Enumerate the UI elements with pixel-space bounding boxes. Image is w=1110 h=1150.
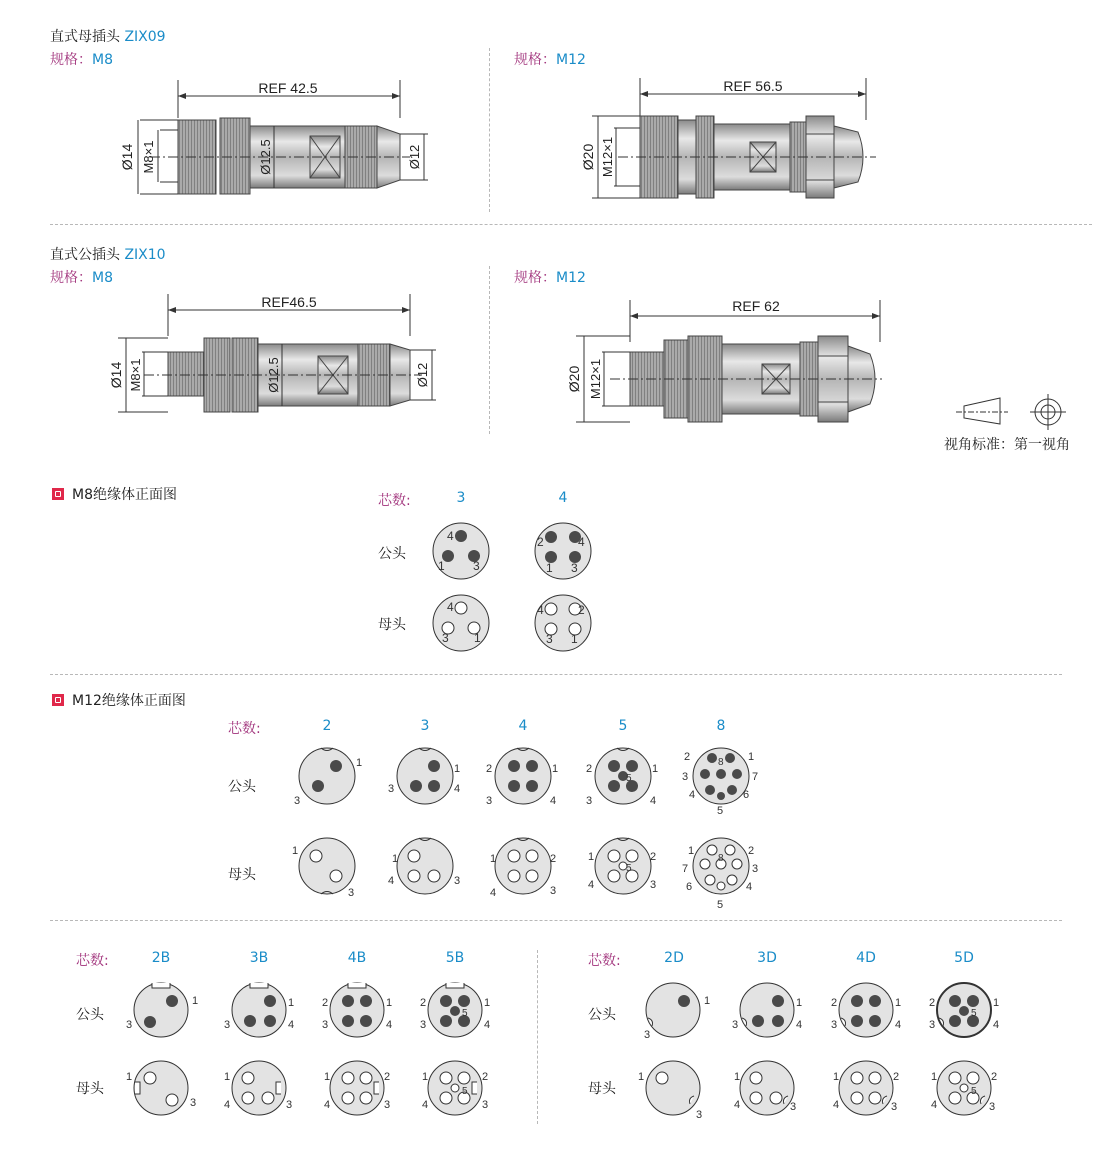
svg-text:2: 2 bbox=[650, 851, 657, 863]
svg-text:4: 4 bbox=[689, 789, 696, 801]
svg-text:1: 1 bbox=[474, 631, 481, 645]
projection-legend: 视角标准：第一视角 bbox=[944, 437, 1070, 453]
svg-text:3: 3 bbox=[696, 1109, 703, 1121]
svg-text:1: 1 bbox=[588, 851, 595, 863]
svg-text:3: 3 bbox=[294, 795, 301, 807]
svg-text:3: 3 bbox=[486, 795, 493, 807]
svg-text:1: 1 bbox=[571, 632, 578, 646]
svg-text:3: 3 bbox=[482, 1099, 489, 1111]
svg-text:3: 3 bbox=[348, 887, 355, 899]
svg-text:1: 1 bbox=[386, 997, 393, 1009]
svg-text:4: 4 bbox=[588, 879, 595, 891]
svg-text:1: 1 bbox=[748, 751, 755, 763]
bullet-square-icon bbox=[52, 694, 64, 706]
svg-text:4: 4 bbox=[447, 600, 454, 614]
svg-text:3: 3 bbox=[388, 783, 395, 795]
vertical-divider-1 bbox=[489, 48, 490, 212]
svg-text:2: 2 bbox=[550, 853, 557, 865]
male-connector-title: 直式公插头 ZIX10 bbox=[50, 247, 166, 263]
d-female-5pin-face bbox=[931, 1061, 997, 1115]
m8-male-label: 公头 bbox=[378, 546, 406, 562]
svg-text:1: 1 bbox=[796, 997, 803, 1009]
b-coding-faces bbox=[120, 976, 500, 1126]
female-m8-thread: M8×1 bbox=[141, 140, 156, 174]
male-m12-d20: Ø20 bbox=[566, 365, 582, 393]
svg-text:1: 1 bbox=[546, 561, 553, 575]
m12-core-4: 4 bbox=[518, 718, 528, 734]
female-m12-ref: REF 56.5 bbox=[723, 78, 783, 94]
svg-text:4: 4 bbox=[447, 529, 454, 543]
bullet-square-icon bbox=[52, 488, 64, 500]
svg-text:4: 4 bbox=[484, 1019, 491, 1031]
svg-text:4: 4 bbox=[388, 875, 395, 887]
svg-text:2: 2 bbox=[486, 763, 493, 775]
pin bbox=[455, 530, 467, 542]
socket bbox=[455, 602, 467, 614]
svg-text:3: 3 bbox=[126, 1019, 133, 1031]
svg-text:1: 1 bbox=[454, 763, 461, 775]
svg-text:1: 1 bbox=[490, 853, 497, 865]
d-core-5d: 5D bbox=[954, 950, 974, 966]
m12-insulator-faces bbox=[286, 740, 776, 914]
svg-text:3: 3 bbox=[571, 561, 578, 575]
svg-text:1: 1 bbox=[392, 853, 399, 865]
female-m8-d14: Ø14 bbox=[119, 143, 135, 171]
svg-text:3: 3 bbox=[454, 875, 461, 887]
svg-text:2: 2 bbox=[991, 1071, 998, 1083]
svg-text:1: 1 bbox=[704, 995, 711, 1007]
svg-text:4: 4 bbox=[796, 1019, 803, 1031]
b-male-3pin-face bbox=[224, 983, 294, 1037]
d-coding-faces bbox=[632, 976, 1012, 1126]
male-m8-d14: Ø14 bbox=[108, 361, 124, 389]
svg-text:7: 7 bbox=[682, 863, 689, 875]
m8-cores-label: 芯数: bbox=[378, 493, 411, 509]
female-m8-d125: Ø12.5 bbox=[258, 139, 273, 175]
m8-female-4pin-face bbox=[535, 595, 591, 651]
male-m8-d125: Ø12.5 bbox=[266, 357, 281, 393]
svg-text:8: 8 bbox=[718, 853, 724, 864]
b-female-4pin-face bbox=[324, 1061, 390, 1115]
svg-text:3: 3 bbox=[190, 1097, 197, 1109]
svg-text:4: 4 bbox=[224, 1099, 231, 1111]
svg-text:3: 3 bbox=[550, 885, 557, 897]
male-m12-ref: REF 62 bbox=[732, 298, 780, 314]
b-core-5b: 5B bbox=[445, 950, 465, 966]
m8-female-3pin-face bbox=[433, 595, 489, 651]
female-connector-title: 直式母插头 ZIX09 bbox=[50, 29, 166, 45]
svg-text:5: 5 bbox=[626, 773, 632, 784]
male-m12-thread: M12×1 bbox=[588, 358, 603, 400]
svg-text:1: 1 bbox=[931, 1071, 938, 1083]
d-male-label: 公头 bbox=[588, 1007, 616, 1023]
svg-text:2: 2 bbox=[748, 845, 755, 857]
female-m12-d20: Ø20 bbox=[580, 143, 596, 171]
b-female-2pin-face bbox=[126, 1061, 196, 1115]
svg-text:4: 4 bbox=[578, 535, 585, 549]
d-female-label: 母头 bbox=[588, 1081, 616, 1097]
d-female-2pin-face bbox=[638, 1061, 702, 1121]
svg-text:2: 2 bbox=[420, 997, 427, 1009]
svg-text:4: 4 bbox=[324, 1099, 331, 1111]
m12-female-label: 母头 bbox=[228, 867, 256, 883]
m12-cores-label: 芯数: bbox=[228, 721, 261, 737]
b-core-2b: 2B bbox=[151, 950, 171, 966]
svg-text:1: 1 bbox=[688, 845, 695, 857]
svg-text:4: 4 bbox=[550, 795, 557, 807]
vertical-divider-2 bbox=[489, 266, 490, 434]
svg-text:1: 1 bbox=[638, 1071, 645, 1083]
svg-text:5: 5 bbox=[971, 1008, 977, 1019]
male-m8-d12: Ø12 bbox=[415, 362, 430, 388]
m8-insulator-faces bbox=[420, 518, 620, 658]
spec-label-female-m12: 规格：M12 bbox=[514, 52, 586, 68]
svg-text:1: 1 bbox=[422, 1071, 429, 1083]
m12-male-3pin-face bbox=[388, 748, 460, 804]
d-female-4pin-face bbox=[833, 1061, 899, 1115]
svg-text:2: 2 bbox=[893, 1071, 900, 1083]
horizontal-divider-1 bbox=[50, 224, 1092, 225]
svg-text:3: 3 bbox=[473, 559, 480, 573]
svg-text:4: 4 bbox=[490, 887, 497, 899]
svg-text:1: 1 bbox=[652, 763, 659, 775]
spec-label-male-m8: 规格：M8 bbox=[50, 270, 113, 286]
d-female-3pin-face bbox=[734, 1061, 796, 1115]
svg-text:2: 2 bbox=[831, 997, 838, 1009]
svg-text:5: 5 bbox=[717, 805, 724, 817]
horizontal-divider-3 bbox=[50, 920, 1062, 921]
svg-text:5: 5 bbox=[971, 1086, 977, 1097]
b-coding-cores-label: 芯数: bbox=[76, 953, 109, 969]
b-female-5pin-face bbox=[422, 1061, 488, 1115]
m12-female-2pin-face bbox=[292, 838, 355, 899]
spec-label-male-m12: 规格：M12 bbox=[514, 270, 586, 286]
d-male-3pin-face bbox=[732, 983, 802, 1037]
m12-core-8: 8 bbox=[716, 718, 726, 734]
svg-text:1: 1 bbox=[224, 1071, 231, 1083]
m12-male-8pin-face bbox=[682, 748, 758, 817]
first-angle-projection-icon bbox=[954, 394, 1074, 430]
svg-text:4: 4 bbox=[454, 783, 461, 795]
svg-text:1: 1 bbox=[292, 845, 299, 857]
svg-text:1: 1 bbox=[324, 1071, 331, 1083]
m8-male-4pin-face bbox=[535, 523, 591, 579]
svg-text:1: 1 bbox=[438, 559, 445, 573]
svg-text:3: 3 bbox=[682, 771, 689, 783]
d-male-4pin-face bbox=[831, 983, 901, 1037]
svg-text:1: 1 bbox=[356, 757, 363, 769]
svg-text:1: 1 bbox=[833, 1071, 840, 1083]
d-core-3d: 3D bbox=[757, 950, 777, 966]
female-m8-ref: REF 42.5 bbox=[258, 80, 318, 96]
spec-label-female-m8: 规格：M8 bbox=[50, 52, 113, 68]
m8-female-label: 母头 bbox=[378, 617, 406, 633]
svg-text:3: 3 bbox=[929, 1019, 936, 1031]
female-m8-drawing bbox=[110, 78, 440, 198]
b-male-label: 公头 bbox=[76, 1007, 104, 1023]
m12-male-2pin-face bbox=[294, 748, 362, 807]
horizontal-divider-2 bbox=[50, 674, 1062, 675]
svg-text:3: 3 bbox=[586, 795, 593, 807]
svg-text:4: 4 bbox=[650, 795, 657, 807]
svg-text:1: 1 bbox=[192, 995, 199, 1007]
svg-text:2: 2 bbox=[322, 997, 329, 1009]
vertical-divider-3 bbox=[537, 950, 538, 1124]
svg-text:1: 1 bbox=[552, 763, 559, 775]
svg-text:3: 3 bbox=[442, 631, 449, 645]
svg-text:3: 3 bbox=[224, 1019, 231, 1031]
b-male-4pin-face bbox=[322, 983, 392, 1037]
svg-text:5: 5 bbox=[717, 899, 724, 911]
b-male-5pin-face bbox=[420, 983, 490, 1037]
svg-text:5: 5 bbox=[626, 863, 632, 874]
b-female-label: 母头 bbox=[76, 1081, 104, 1097]
female-m12-thread: M12×1 bbox=[600, 136, 615, 178]
svg-text:3: 3 bbox=[420, 1019, 427, 1031]
m12-male-4pin-face bbox=[486, 748, 558, 807]
svg-text:4: 4 bbox=[537, 603, 544, 617]
b-male-2pin-face bbox=[126, 983, 198, 1037]
m8-core-count-3: 3 bbox=[456, 490, 466, 506]
svg-text:4: 4 bbox=[931, 1099, 938, 1111]
svg-text:3: 3 bbox=[384, 1099, 391, 1111]
svg-text:6: 6 bbox=[743, 789, 750, 801]
svg-text:4: 4 bbox=[288, 1019, 295, 1031]
svg-text:2: 2 bbox=[482, 1071, 489, 1083]
svg-text:3: 3 bbox=[286, 1099, 293, 1111]
svg-text:8: 8 bbox=[718, 757, 724, 768]
svg-text:5: 5 bbox=[462, 1008, 468, 1019]
b-core-4b: 4B bbox=[347, 950, 367, 966]
d-coding-cores-label: 芯数: bbox=[588, 953, 621, 969]
svg-text:2: 2 bbox=[537, 535, 544, 549]
svg-text:4: 4 bbox=[895, 1019, 902, 1031]
svg-text:3: 3 bbox=[989, 1101, 996, 1113]
svg-text:3: 3 bbox=[732, 1019, 739, 1031]
svg-text:4: 4 bbox=[422, 1099, 429, 1111]
male-m12-drawing bbox=[566, 298, 886, 424]
svg-text:3: 3 bbox=[650, 879, 657, 891]
svg-text:2: 2 bbox=[578, 603, 585, 617]
m12-female-8pin-face bbox=[682, 838, 758, 911]
svg-text:1: 1 bbox=[288, 997, 295, 1009]
female-m8-d12: Ø12 bbox=[407, 144, 422, 170]
male-m8-thread: M8×1 bbox=[128, 358, 143, 392]
m12-core-5: 5 bbox=[618, 718, 628, 734]
d-core-4d: 4D bbox=[856, 950, 876, 966]
m12-core-2: 2 bbox=[322, 718, 332, 734]
svg-text:3: 3 bbox=[752, 863, 759, 875]
d-male-5pin-face bbox=[929, 983, 999, 1037]
svg-text:6: 6 bbox=[686, 881, 693, 893]
b-core-3b: 3B bbox=[249, 950, 269, 966]
svg-text:1: 1 bbox=[895, 997, 902, 1009]
svg-text:3: 3 bbox=[891, 1101, 898, 1113]
b-female-3pin-face bbox=[224, 1061, 292, 1115]
svg-text:7: 7 bbox=[752, 771, 759, 783]
svg-text:5: 5 bbox=[462, 1086, 468, 1097]
svg-text:2: 2 bbox=[684, 751, 691, 763]
svg-text:3: 3 bbox=[790, 1101, 797, 1113]
svg-text:4: 4 bbox=[833, 1099, 840, 1111]
svg-text:3: 3 bbox=[546, 632, 553, 646]
svg-text:2: 2 bbox=[929, 997, 936, 1009]
svg-text:4: 4 bbox=[386, 1019, 393, 1031]
svg-text:3: 3 bbox=[831, 1019, 838, 1031]
m8-male-3pin-face bbox=[433, 523, 489, 579]
svg-text:2: 2 bbox=[586, 763, 593, 775]
m12-section-title: M12绝缘体正面图 bbox=[52, 690, 186, 710]
svg-text:4: 4 bbox=[734, 1099, 741, 1111]
male-m8-drawing bbox=[104, 292, 444, 416]
male-m8-ref: REF46.5 bbox=[261, 294, 317, 310]
m12-core-3: 3 bbox=[420, 718, 430, 734]
svg-text:1: 1 bbox=[484, 997, 491, 1009]
m12-female-5pin-face bbox=[588, 838, 656, 894]
d-male-2pin-face bbox=[644, 983, 710, 1041]
svg-text:1: 1 bbox=[126, 1071, 133, 1083]
d-core-2d: 2D bbox=[664, 950, 684, 966]
svg-text:4: 4 bbox=[993, 1019, 1000, 1031]
female-m12-drawing bbox=[578, 76, 878, 200]
svg-text:1: 1 bbox=[993, 997, 1000, 1009]
m8-core-count-4: 4 bbox=[558, 490, 568, 506]
m12-male-label: 公头 bbox=[228, 779, 256, 795]
m8-section-title: M8绝缘体正面图 bbox=[52, 484, 177, 504]
svg-text:3: 3 bbox=[322, 1019, 329, 1031]
svg-text:3: 3 bbox=[644, 1029, 651, 1041]
m12-male-5pin-face bbox=[586, 748, 658, 807]
m12-female-4pin-face bbox=[490, 838, 556, 899]
pin bbox=[545, 531, 557, 543]
svg-text:4: 4 bbox=[746, 881, 753, 893]
svg-text:1: 1 bbox=[734, 1071, 741, 1083]
socket bbox=[545, 603, 557, 615]
m12-female-3pin-face bbox=[388, 838, 460, 894]
svg-text:2: 2 bbox=[384, 1071, 391, 1083]
